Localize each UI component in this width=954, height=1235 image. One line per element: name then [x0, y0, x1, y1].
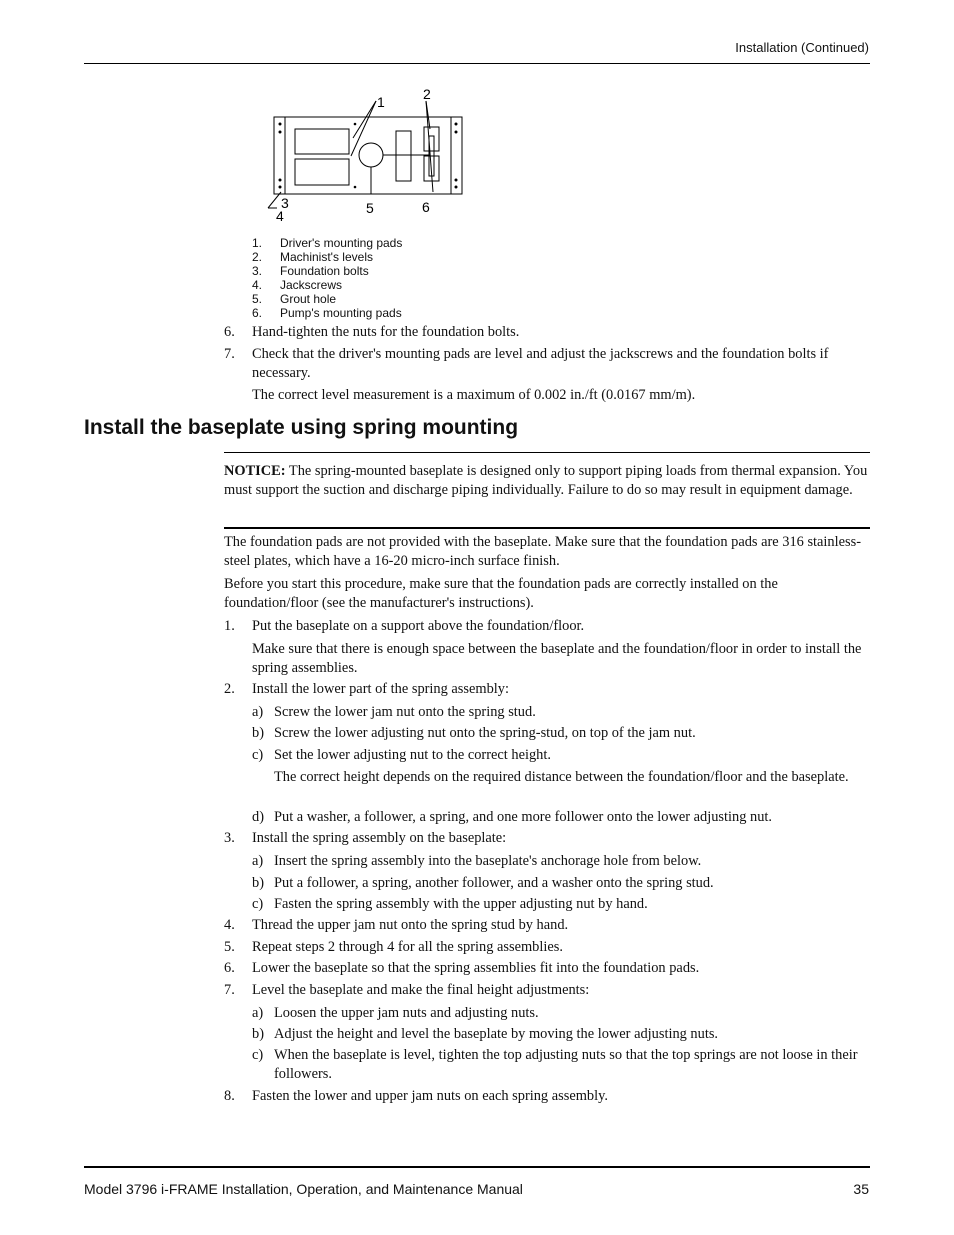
- substep-text: Screw the lower jam nut onto the spring stud.: [274, 704, 536, 720]
- step-text: Thread the upper jam nut onto the spring stud by hand.: [252, 917, 569, 933]
- step-text: Install the lower part of the spring assembly:: [252, 681, 509, 697]
- legend-text: Machinist's levels: [280, 250, 373, 264]
- legend-text: Jackscrews: [280, 278, 343, 292]
- step-number: 6.: [224, 960, 235, 976]
- step-1-note: Make sure that there is enough space between the baseplate and the foundation/floor in order to install the spring assemblies.: [252, 641, 862, 676]
- legend-item: [252, 292, 402, 306]
- substep-letter: c): [252, 896, 264, 912]
- substep-text: When the baseplate is level, tighten the top adjusting nuts so that the top springs are not loose in their followers.: [274, 1047, 858, 1082]
- step-3: [224, 829, 870, 848]
- step-text: Check that the driver's mounting pads are level and adjust the jackscrews and the foundation bolts if necessary.: [252, 346, 829, 381]
- step-4: [224, 916, 870, 935]
- step-7: [224, 981, 870, 1000]
- substep-letter: d): [252, 809, 264, 825]
- legend-number: 2.: [252, 250, 263, 264]
- substep-text: Put a washer, a follower, a spring, and one more follower onto the lower adjusting nut.: [274, 809, 773, 825]
- substep-letter: a): [252, 1005, 264, 1021]
- callout-4: 4: [276, 208, 284, 224]
- legend-item: [252, 306, 402, 320]
- step-2: [224, 680, 870, 699]
- legend-text: Grout hole: [280, 292, 337, 306]
- legend-text: Foundation bolts: [280, 264, 369, 278]
- intro-paragraph-1: The foundation pads are not provided with the baseplate. Make sure that the foundation pads are 316 stainless-steel plates, which have a 16-20 micro-inch surface finish.: [224, 534, 862, 569]
- substep-text: Set the lower adjusting nut to the correct height.: [274, 747, 551, 763]
- substep-letter: b): [252, 1026, 264, 1042]
- step-number: 2.: [224, 681, 235, 697]
- footer-rule: [84, 1166, 870, 1168]
- intro-paragraph-2: Before you start this procedure, make sure that the foundation pads are correctly installed on the foundation/floor (see the manufacturer's instructions).: [224, 576, 778, 611]
- step-text: Put the baseplate on a support above the foundation/floor.: [252, 618, 585, 634]
- notice-text: The spring-mounted baseplate is designed only to support piping loads from thermal expansion. You must support the suction and discharge piping individually. Failure to do so may result in equipment damage.: [224, 463, 868, 498]
- machinist-level: [396, 131, 411, 181]
- substep-2a: [252, 703, 870, 722]
- substep-text: Fasten the spring assembly with the upper adjusting nut by hand.: [274, 896, 648, 912]
- driver-mounting-pad-top: [295, 129, 349, 154]
- step-number: 8.: [224, 1088, 235, 1104]
- substep-letter: a): [252, 704, 264, 720]
- substep-letter: c): [252, 747, 264, 763]
- step-text: Level the baseplate and make the final height adjustments:: [252, 982, 590, 998]
- notice-label: NOTICE:: [224, 463, 286, 479]
- legend-text: Driver's mounting pads: [280, 236, 403, 250]
- step-number: 6.: [224, 324, 235, 340]
- substep-7b: [252, 1025, 870, 1044]
- header-rule: [84, 63, 870, 64]
- step-text: Repeat steps 2 through 4 for all the spring assemblies.: [252, 939, 563, 955]
- callout-3: 3: [281, 195, 289, 211]
- notice-box: [224, 462, 870, 500]
- notice-bottom-rule: [224, 527, 870, 529]
- step-number: 7.: [224, 982, 235, 998]
- substep-3a: [252, 852, 870, 871]
- substep-7a: [252, 1004, 870, 1023]
- step-7-check-level: [224, 345, 870, 383]
- step-number: 4.: [224, 917, 235, 933]
- legend-number: 6.: [252, 306, 263, 320]
- callout-6: 6: [422, 199, 430, 215]
- baseplate-diagram: [258, 84, 473, 224]
- step-number: 7.: [224, 346, 235, 362]
- legend-number: 4.: [252, 278, 263, 292]
- step-text: Fasten the lower and upper jam nuts on each spring assembly.: [252, 1088, 608, 1104]
- legend-number: 1.: [252, 236, 263, 250]
- substep-3b: [252, 874, 870, 893]
- substep-text: Adjust the height and level the baseplate by moving the lower adjusting nuts.: [274, 1026, 719, 1042]
- step-text: Install the spring assembly on the baseplate:: [252, 830, 507, 846]
- running-header: Installation (Continued): [735, 40, 869, 55]
- step-6: [224, 959, 870, 978]
- substep-3c: [252, 895, 870, 914]
- driver-mounting-pad-bottom: [295, 159, 349, 185]
- substep-text: Loosen the upper jam nuts and adjusting nuts.: [274, 1005, 539, 1021]
- substep-text: Insert the spring assembly into the baseplate's anchorage hole from below.: [274, 853, 702, 869]
- step-6-hand-tighten: [224, 323, 870, 342]
- substep-2d: [252, 808, 870, 827]
- legend-number: 5.: [252, 292, 263, 306]
- callout-1: 1: [377, 94, 385, 110]
- legend-number: 3.: [252, 264, 263, 278]
- page-number: 35: [853, 1181, 869, 1197]
- step-8: [224, 1087, 870, 1106]
- substep-letter: b): [252, 875, 264, 891]
- legend-item: [252, 278, 402, 292]
- step-1: [224, 617, 870, 636]
- substep-letter: c): [252, 1047, 264, 1063]
- step-number: 3.: [224, 830, 235, 846]
- substep-7c: [252, 1046, 870, 1084]
- substep-2c: [252, 746, 870, 765]
- substep-text: Put a follower, a spring, another follower, and a washer onto the spring stud.: [274, 875, 714, 891]
- substep-letter: a): [252, 853, 264, 869]
- callout-2: 2: [423, 86, 431, 102]
- substep-letter: b): [252, 725, 264, 741]
- section-heading: Install the baseplate using spring mounting: [84, 416, 519, 439]
- substep-text: Screw the lower adjusting nut onto the spring-stud, on top of the jam nut.: [274, 725, 696, 741]
- step-number: 1.: [224, 618, 235, 634]
- legend-item: [252, 264, 402, 278]
- step-number: 5.: [224, 939, 235, 955]
- pump-mounting-pad-top: [424, 127, 439, 151]
- legend-item: [252, 236, 402, 250]
- substep-2c-note: The correct height depends on the required distance between the foundation/floor and the baseplate.: [274, 769, 849, 785]
- legend-text: Pump's mounting pads: [280, 306, 402, 320]
- legend-item: [252, 250, 402, 264]
- figure-legend: [252, 236, 402, 320]
- manual-title: Model 3796 i-FRAME Installation, Operation, and Maintenance Manual: [84, 1181, 523, 1197]
- notice-top-rule: [224, 452, 870, 453]
- step-text: Lower the baseplate so that the spring assemblies fit into the foundation pads.: [252, 960, 700, 976]
- grout-hole: [359, 143, 383, 167]
- step-text: Hand-tighten the nuts for the foundation bolts.: [252, 324, 520, 340]
- callout-5: 5: [366, 200, 374, 216]
- level-measurement-note: The correct level measurement is a maximum of 0.002 in./ft (0.0167 mm/m).: [252, 387, 696, 403]
- substep-2b: [252, 724, 870, 743]
- step-5: [224, 938, 870, 957]
